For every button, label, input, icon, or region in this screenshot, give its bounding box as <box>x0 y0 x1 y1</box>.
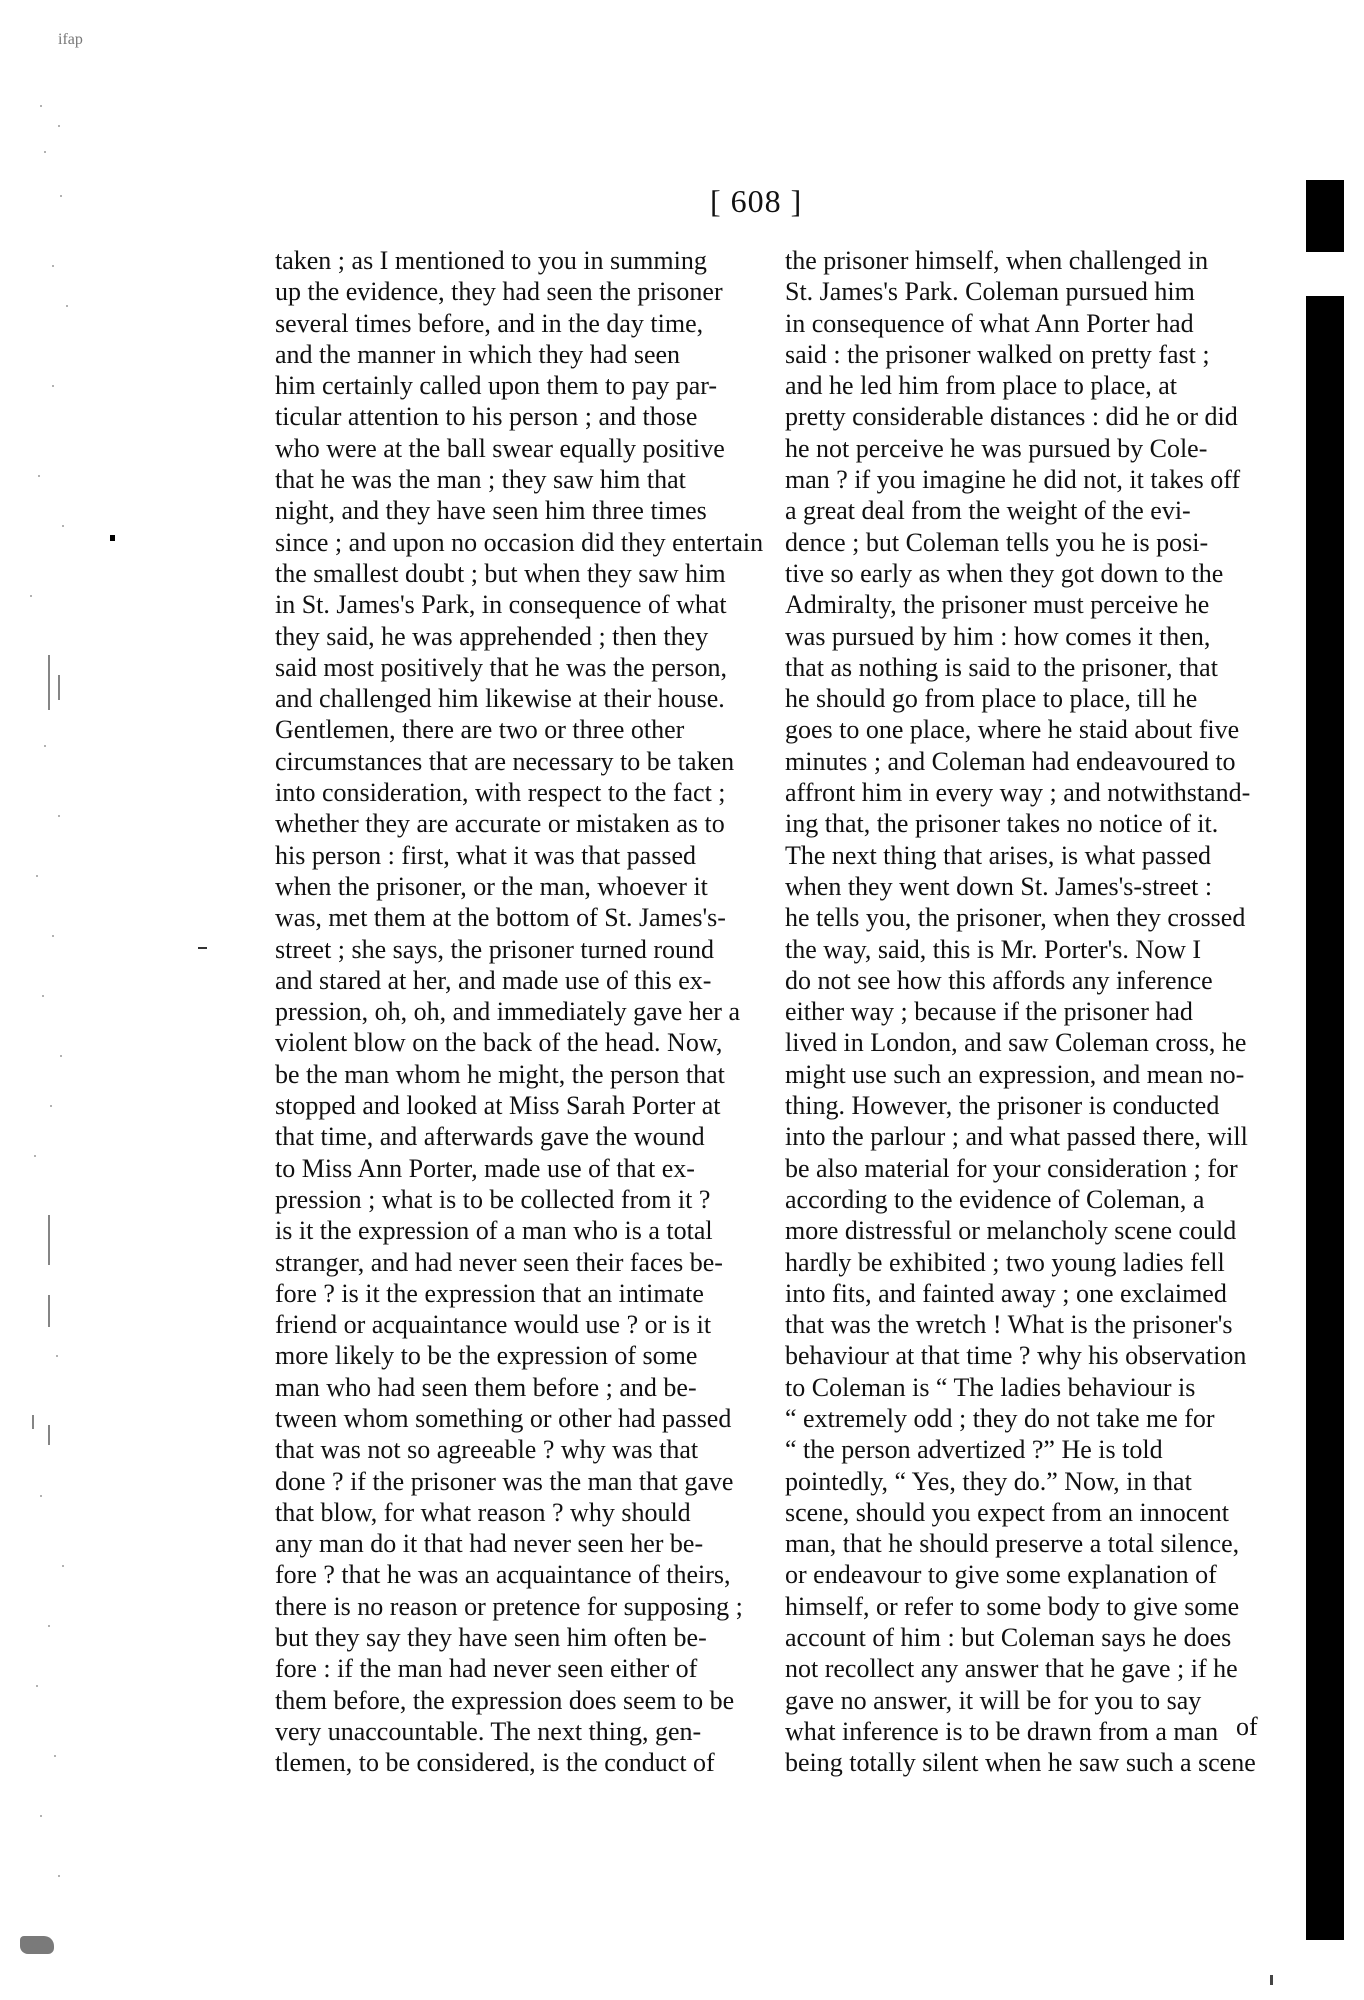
text-line: night, and they have seen him three times <box>275 496 707 526</box>
text-line: but they say they have seen him often be- <box>275 1623 707 1653</box>
left-text-column <box>275 245 795 1779</box>
text-line: into fits, and fainted away ; one exclaimed <box>785 1278 1227 1308</box>
text-line: or endeavour to give some explanation of <box>785 1560 1217 1590</box>
text-line: the way, said, this is Mr. Porter's. Now I <box>785 934 1202 964</box>
text-line: pression, oh, oh, and immediately gave her a <box>275 997 740 1027</box>
text-line: friend or acquaintance would use ? or is it <box>275 1310 712 1340</box>
text-line: himself, or refer to some body to give some <box>785 1591 1240 1621</box>
catchword: of <box>1236 1712 1258 1741</box>
text-line: and he led him from place to place, at <box>785 371 1178 401</box>
text-line: the prisoner himself, when challenged in <box>785 246 1209 275</box>
text-line: “ extremely odd ; they do not take me for <box>785 1403 1215 1433</box>
text-line: was, met them at the bottom of St. James's- <box>275 903 726 933</box>
text-line: behaviour at that time ? why his observation <box>785 1341 1247 1371</box>
text-line: when the prisoner, or the man, whoever it <box>275 871 708 901</box>
text-line: be also material for your consideration ; for <box>785 1153 1238 1183</box>
text-line: in consequence of what Ann Porter had <box>785 308 1194 338</box>
text-line: be the man whom he might, the person that <box>275 1059 725 1089</box>
right-text-column <box>785 245 1305 1779</box>
text-line: several times before, and in the day time, <box>275 308 704 338</box>
scan-smudge <box>20 1936 54 1954</box>
text-line: being totally silent when he saw such a scene <box>785 1748 1256 1778</box>
scan-margin-noise <box>0 55 78 1990</box>
text-line: The next thing that arises, is what passed <box>785 840 1212 870</box>
text-line: any man do it that had never seen her be- <box>275 1529 704 1559</box>
text-line: not recollect any answer that he gave ; if he <box>785 1654 1238 1684</box>
text-line: goes to one place, where he staid about five <box>785 715 1240 745</box>
text-line: what inference is to be drawn from a man <box>785 1716 1219 1746</box>
text-line: since ; and upon no occasion did they entertain <box>275 527 764 557</box>
text-line: was pursued by him : how comes it then, <box>785 621 1211 651</box>
text-line: and challenged him likewise at their house. <box>275 684 725 714</box>
text-line: tween whom something or other had passed <box>275 1403 732 1433</box>
text-line: stranger, and had never seen their faces be- <box>275 1247 723 1277</box>
text-line: his person : first, what it was that passed <box>275 840 696 870</box>
text-line: might use such an expression, and mean no- <box>785 1059 1245 1089</box>
text-line: pretty considerable distances : did he or did <box>785 402 1238 432</box>
text-line: when they went down St. James's-street : <box>785 871 1213 901</box>
text-line: pression ; what is to be collected from it ? <box>275 1184 711 1214</box>
text-line: violent blow on the back of the head. Now, <box>275 1028 723 1058</box>
text-line: him certainly called upon them to pay par- <box>275 371 718 401</box>
text-line: into the parlour ; and what passed there, will <box>785 1122 1248 1152</box>
text-line: street ; she says, the prisoner turned round <box>275 934 715 964</box>
text-line: that he was the man ; they saw him that <box>275 465 686 495</box>
text-line: a great deal from the weight of the evi- <box>785 496 1191 526</box>
text-line: and stared at her, and made use of this ex- <box>275 965 712 995</box>
text-line: man, that he should preserve a total silence, <box>785 1529 1240 1559</box>
text-line: and the manner in which they had seen <box>275 339 681 369</box>
text-line: either way ; because if the prisoner had <box>785 997 1193 1027</box>
text-line: the smallest doubt ; but when they saw him <box>275 558 726 588</box>
text-line: hardly be exhibited ; two young ladies fell <box>785 1247 1225 1277</box>
text-line: them before, the expression does seem to be <box>275 1685 735 1715</box>
top-left-margin-mark: ifap <box>58 31 83 48</box>
text-line: said : the prisoner walked on pretty fast ; <box>785 339 1210 369</box>
text-line: do not see how this affords any inference <box>785 965 1213 995</box>
text-line: into consideration, with respect to the fact ; <box>275 778 726 808</box>
text-line: Admiralty, the prisoner must perceive he <box>785 590 1210 620</box>
text-line: he not perceive he was pursued by Cole- <box>785 433 1208 463</box>
text-line: ing that, the prisoner takes no notice of it. <box>785 809 1219 839</box>
text-line: said most positively that he was the person, <box>275 652 728 682</box>
text-line: that blow, for what reason ? why should <box>275 1497 691 1527</box>
text-line: is it the expression of a man who is a total <box>275 1216 713 1246</box>
text-line: who were at the ball swear equally positive <box>275 433 725 463</box>
text-line: very unaccountable. The next thing, gen- <box>275 1716 702 1746</box>
text-line: “ the person advertized ?” He is told <box>785 1435 1163 1465</box>
text-line: fore ? is it the expression that an intimate <box>275 1278 704 1308</box>
text-line: there is no reason or pretence for supposing ; <box>275 1591 743 1621</box>
text-line: circumstances that are necessary to be taken <box>275 746 735 776</box>
scan-edge-bar <box>1306 180 1344 1940</box>
text-line: St. James's Park. Coleman pursued him <box>785 277 1195 307</box>
text-line: account of him : but Coleman says he does <box>785 1623 1232 1653</box>
text-line: gave no answer, it will be for you to say <box>785 1685 1202 1715</box>
text-line: fore : if the man had never seen either of <box>275 1654 698 1684</box>
text-line: man who had seen them before ; and be- <box>275 1372 697 1402</box>
text-line: stopped and looked at Miss Sarah Porter at <box>275 1091 721 1121</box>
text-line: man ? if you imagine he did not, it takes off <box>785 465 1241 495</box>
text-line: scene, should you expect from an innocent <box>785 1497 1230 1527</box>
text-line: Gentlemen, there are two or three other <box>275 715 685 745</box>
text-line: up the evidence, they had seen the prisoner <box>275 277 723 307</box>
text-line: tlemen, to be considered, is the conduct of <box>275 1748 715 1778</box>
text-line: done ? if the prisoner was the man that gave <box>275 1466 734 1496</box>
text-line: they said, he was apprehended ; then they <box>275 621 709 651</box>
text-line: to Coleman is “ The ladies behaviour is <box>785 1372 1196 1402</box>
margin-dot <box>110 535 115 541</box>
text-line: dence ; but Coleman tells you he is posi- <box>785 527 1209 557</box>
text-line: according to the evidence of Coleman, a <box>785 1184 1205 1214</box>
text-line: pointedly, “ Yes, they do.” Now, in that <box>785 1466 1192 1496</box>
text-line: he tells you, the prisoner, when they crossed <box>785 903 1246 933</box>
text-line: he should go from place to place, till he <box>785 684 1198 714</box>
text-line: taken ; as I mentioned to you in summing <box>275 246 707 275</box>
text-line: more likely to be the expression of some <box>275 1341 698 1371</box>
page-number: [ 608 ] <box>710 183 803 219</box>
text-line: that was the wretch ! What is the prisoner's <box>785 1310 1233 1340</box>
text-line: fore ? that he was an acquaintance of theirs, <box>275 1560 731 1590</box>
text-line: ticular attention to his person ; and those <box>275 402 698 432</box>
scan-tick <box>1270 1975 1273 1985</box>
text-line: in St. James's Park, in consequence of what <box>275 590 727 620</box>
text-line: that was not so agreeable ? why was that <box>275 1435 699 1465</box>
text-line: to Miss Ann Porter, made use of that ex- <box>275 1153 695 1183</box>
margin-dash <box>198 947 207 949</box>
text-line: thing. However, the prisoner is conducted <box>785 1091 1220 1121</box>
text-line: lived in London, and saw Coleman cross, he <box>785 1028 1247 1058</box>
text-line: more distressful or melancholy scene could <box>785 1216 1237 1246</box>
text-line: minutes ; and Coleman had endeavoured to <box>785 746 1236 776</box>
text-line: tive so early as when they got down to the <box>785 558 1224 588</box>
text-line: that time, and afterwards gave the wound <box>275 1122 705 1152</box>
text-line: whether they are accurate or mistaken as to <box>275 809 725 839</box>
text-line: that as nothing is said to the prisoner, that <box>785 652 1218 682</box>
text-line: affront him in every way ; and notwithstand- <box>785 778 1251 808</box>
